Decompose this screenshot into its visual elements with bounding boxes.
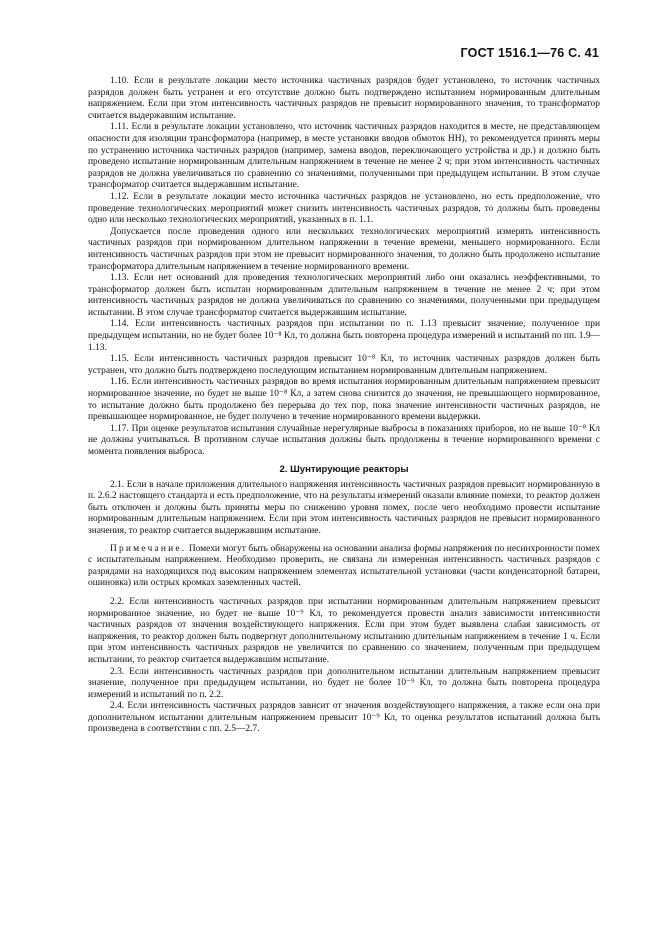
paragraph-1-13: 1.13. Если нет оснований для проведения технологических мероприятий либо они оказались неэффективными, то трансформатор должен быть испытан нормированным длительным напряжением в течение не менее 2 ч; при этом интенсивность частичных разрядов не должна увеличиваться по сравнению со значениями, полученными при предыдущем испытании. В этом случае трансформатор считается выдержавшим испытание. [88, 273, 600, 318]
paragraph-2-4: 2.4. Если интенсивность частичных разрядов зависит от значения воздействующего напряжения, а также если она при дополнительном испытании длительным напряжением превысит 10⁻⁹ Кл, то оценка результатов испытаний должна быть произведена в соответствии с пп. 2.5—2.7. [88, 701, 600, 735]
section-2-body [88, 480, 600, 736]
paragraph-1-14: 1.14. Если интенсивность частичных разрядов при испытании по п. 1.13 превысит значение, полученное при предыдущем испытании, но не будет более 10⁻⁸ Кл, то должна быть повторена процедура измерений и испытаний по пп. 1.9—1.13. [88, 319, 600, 353]
paragraph-1-15: 1.15. Если интенсивность частичных разрядов превысит 10⁻⁸ Кл, то источник частичных разрядов должен быть устранен, что должно быть подтверждено последующим испытанием нормированным длительным напряжением. [88, 354, 600, 376]
paragraph-1-17: 1.17. При оценке результатов испытания случайные нерегулярные выбросы в показаниях приборов, но не выше 10⁻⁸ Кл не должны учитываться. В противном случае испытания должны быть продолжены в течение нормированного времени с момента появления выброса. [88, 423, 600, 457]
note-text: Помехи могут быть обнаружены на основании анализа формы напряжения по несинхронности помех с испытательным напряжением. Необходимо проверить, не связана ли измеренная интенсивность частичных разрядов с разрядами на находящихся под высоким напряжением элементах испытательной установки (части конденсаторной батареи, ошиновка) или острых кромках заземленных частей. [88, 543, 600, 589]
section-1-body [88, 76, 600, 459]
note-label: Примечание. [110, 543, 187, 554]
section-2-title: 2. Шунтирующие реакторы [279, 463, 409, 475]
paragraph-2-2: 2.2. Если интенсивность частичных разрядов при испытании нормированным длительным напряжением превысит нормированное значение, но будет не выше 10⁻⁹ Кл, то рекомендуется провести анализ зависимости интенсивности частичных разрядов от значения воздействующего напряжения. Если при этом будет выявлена слабая зависимость от напряжения, то реактор должен быть подвергнут дополнительному испытанию длительным напряжением в течение 1 ч. Если при этом интенсивность частичных разрядов не увеличится по сравнению со значением, полученным при предыдущем испытании, то реактор считается выдержавшим испытание. [88, 596, 600, 665]
paragraph-2-1: 2.1. Если в начале приложения длительного напряжения интенсивность частичных разрядов превысит нормированную в п. 2.6.2 настоящего стандарта и есть предположение, что на результаты измерений оказали влияние помехи, то реактор должен быть отключен и должны быть приняты меры по снижению уровня помех, после чего необходимо провести испытание нормированным длительным напряжением. Если при этом интенсивность частичных разрядов не превысит нормированного значения, то реактор считается выдержавшим испытание. [88, 479, 600, 536]
paragraph-1-16: 1.16. Если интенсивность частичных разрядов во время испытания нормированным длительным напряжением превысит нормированное значение, но будет не выше 10⁻⁸ Кл, а затем снова снизится до значения, не превышающего нормированное, то испытание должно быть продолжено без перерыва до тех пор, пока значение интенсивности частичных разрядов, не превышающее нормированное, не будет получено в течение нормированного времени выдержки. [88, 377, 600, 423]
paragraph-1-12: 1.12. Если в результате локации место источника частичных разрядов не установлено, но есть предположение, что проведение технологических мероприятий может снизить интенсивность частичных разрядов, то должны быть проведены одно или несколько технологических мероприятий, указанных в п. 1.1. [88, 191, 600, 226]
paragraph-1-10: 1.10. Если в результате локации место источника частичных разрядов будет установлено, то источник частичных разрядов должен быть устранен и его отсутствие должно быть подтверждено испытанием нормированным длительным напряжением. Если при этом интенсивность частичных разрядов не превысит нормированного значения, то трансформатор считается выдержавшим испытание. [88, 76, 600, 121]
paragraph-1-12-addendum: Допускается после проведения одного или нескольких технологических мероприятий измерять интенсивность частичных разрядов при нормированном длительном напряжении в течение времени, меньшего нормированного. Если интенсивность частичных разрядов при этом не превысит нормированного значения, то должно быть продолжено испытание трансформатора длительным напряжением в течение нормированного времени. [88, 226, 600, 272]
paragraph-1-11: 1.11. Если в результате локации установлено, что источник частичных разрядов находится в месте, не представляющем опасности для изоляции трансформатора (например, в месте установки вводов обмоток НН), то рекомендуется принять меры по устранению источника частичных разрядов (например, замена вводов, переключающего устройства и др.) и должно быть проведено испытание нормированным длительным напряжением в течение не менее 2 ч; при этом интенсивность частичных разрядов не должна увеличиваться по сравнению со значениями, полученными при предыдущем испытании. В этом случае трансформатор считается выдержавшим испытание. [88, 122, 600, 191]
paragraph-2-3: 2.3. Если интенсивность частичных разрядов при дополнительном испытании длительным напряжением превысит значение, полученное при предыдущем испытании, но будет не более 10⁻⁹ Кл, то должна быть повторена процедура измерений и испытаний по п. 2.2. [88, 666, 600, 700]
note [88, 544, 600, 590]
page-body [88, 76, 600, 736]
page-header: ГОСТ 1516.1—76 С. 41 [460, 46, 599, 60]
